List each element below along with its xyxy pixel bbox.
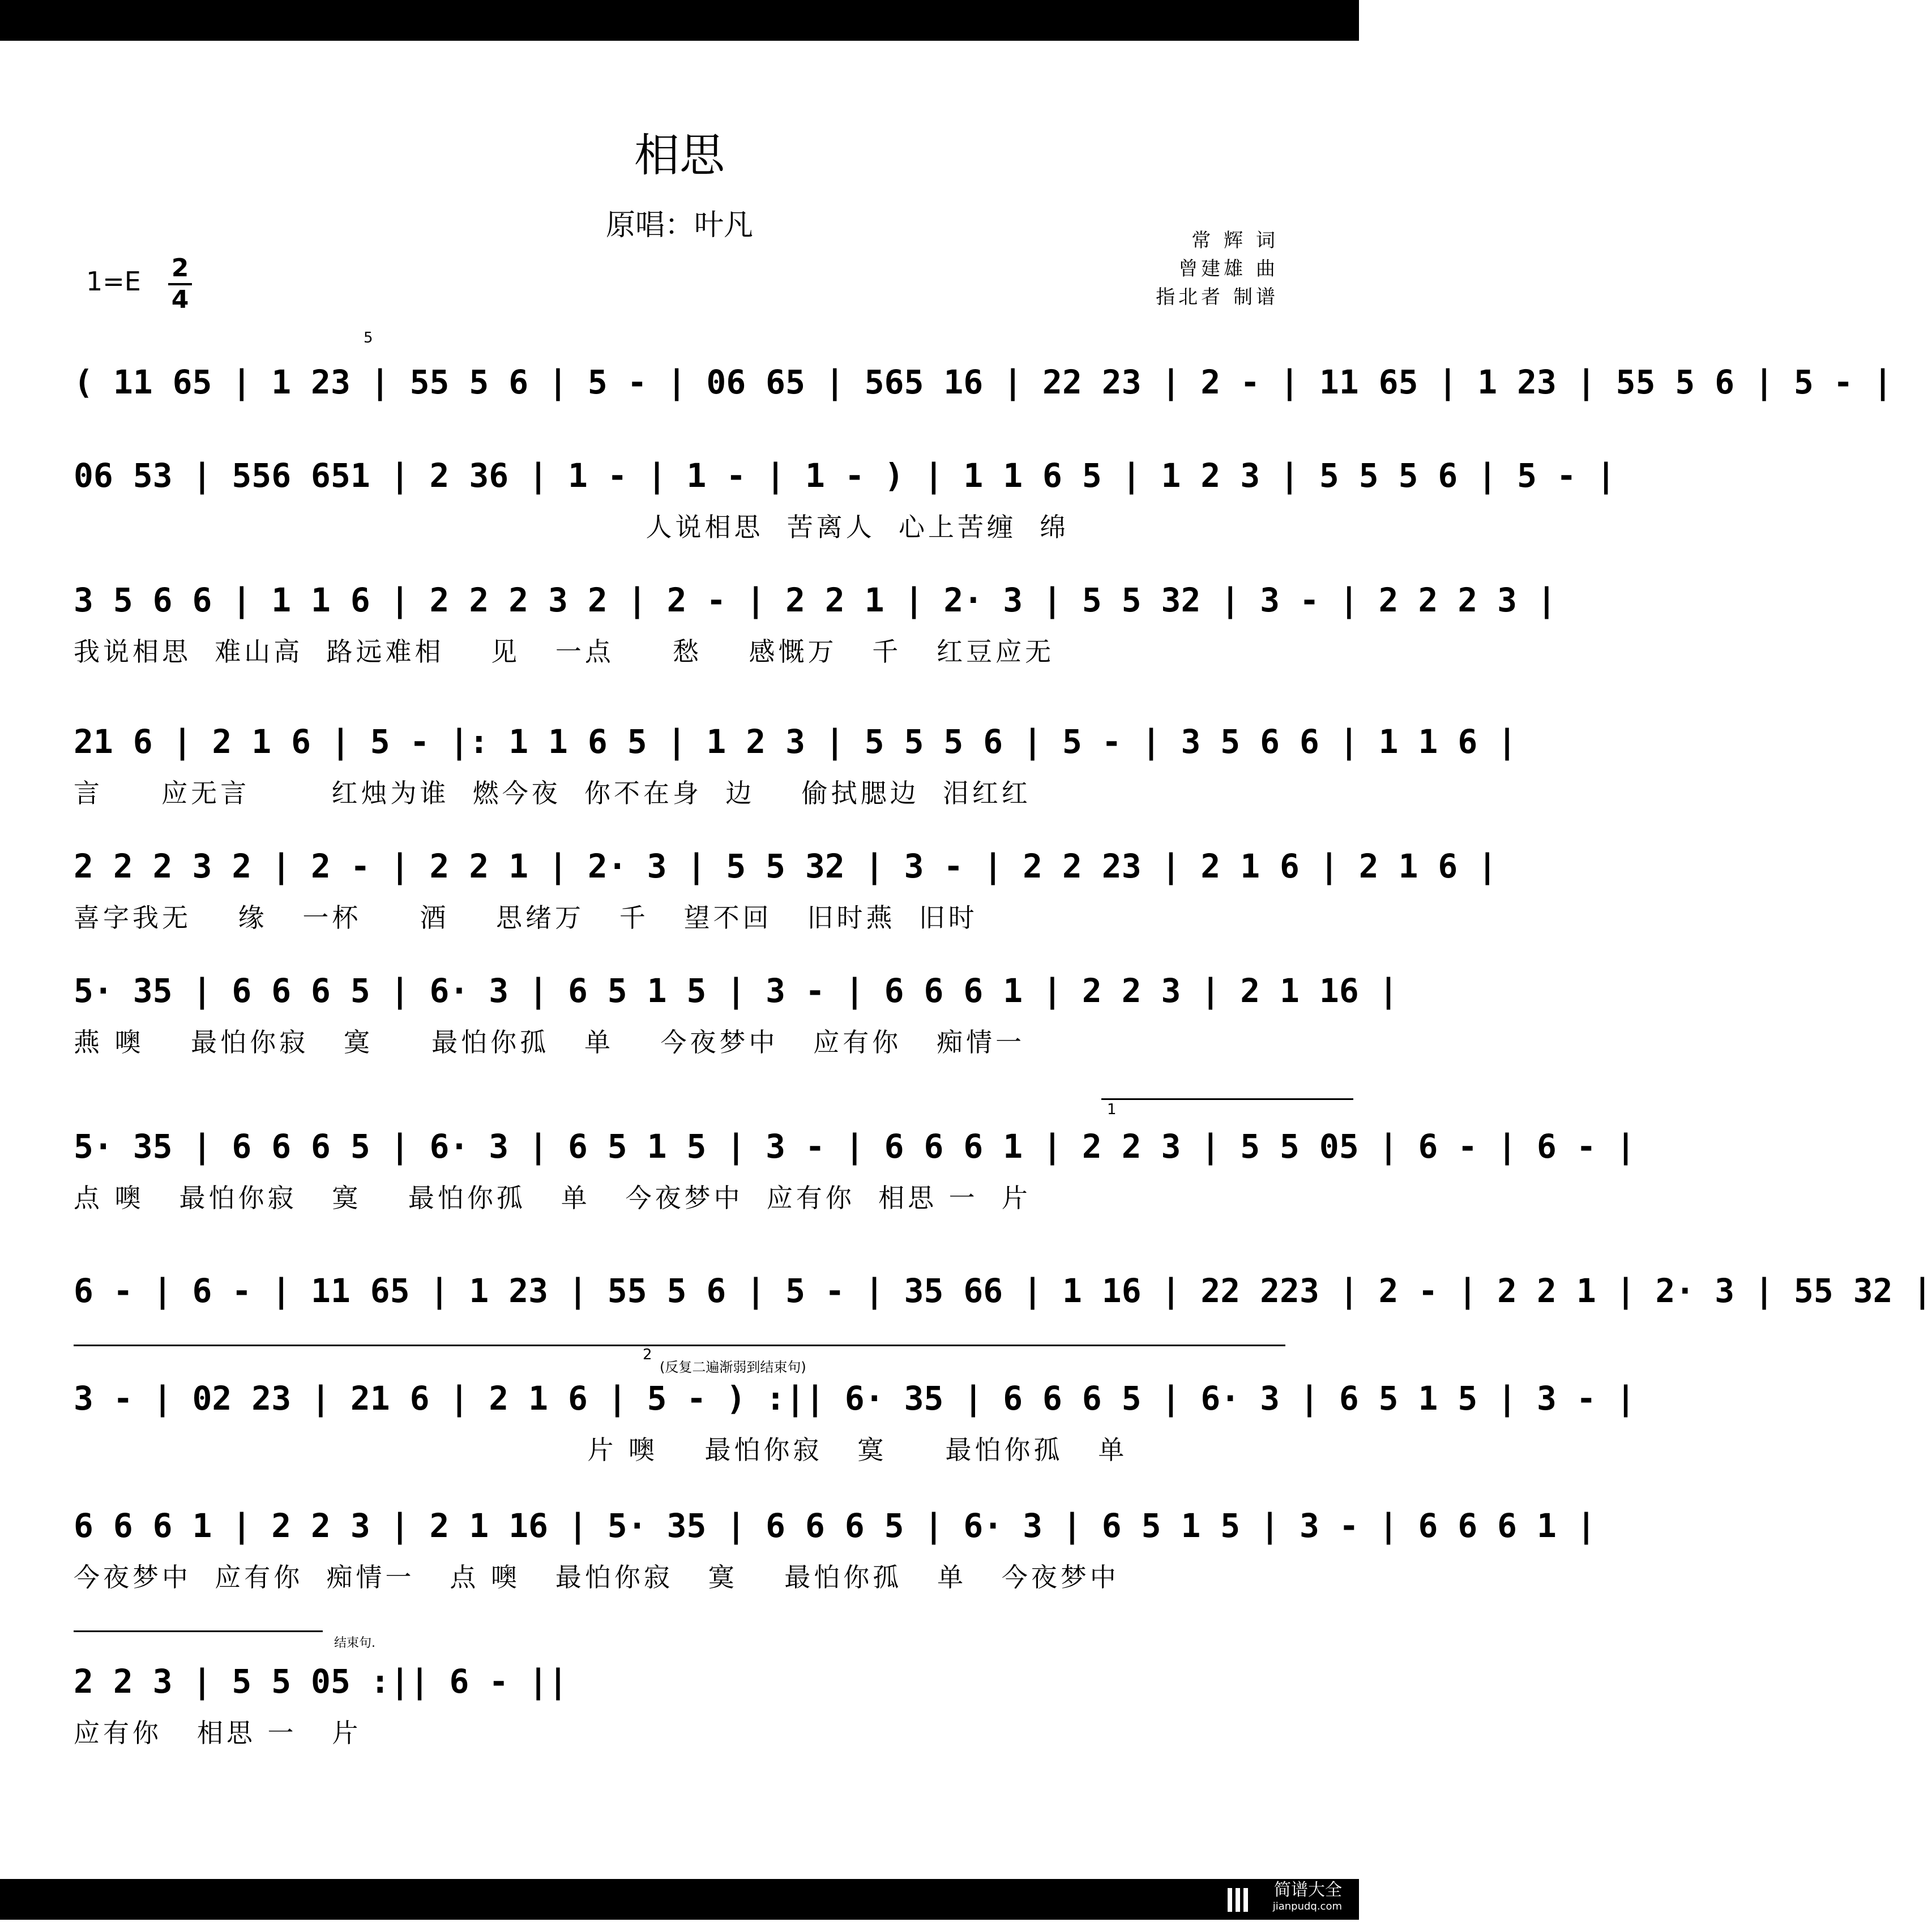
original-singer: 原唱：叶凡	[605, 208, 753, 242]
volta-2-label: 2	[643, 1346, 652, 1363]
volta-2-continuation	[74, 1630, 323, 1632]
notation-line: 06 53 | 556 651 | 2 36 | 1 - | 1 - | 1 - ) | 1 1 6 5 | 1 2 3 | 5 5 5 6 | 5 - |	[74, 456, 1616, 495]
volta-1-continuation	[74, 1345, 1285, 1346]
lyrics-line: 言 应无言 红烛为谁 燃今夜 你不在身 边 偷拭腮边 泪红红	[74, 778, 1031, 808]
arranger: 指北者 制谱	[1156, 286, 1279, 309]
lyrics-line: 点 噢 最怕你寂 寞 最怕你孤 单 今夜梦中 应有你 相思 一 片	[74, 1183, 1031, 1213]
credits	[1156, 226, 1279, 311]
key-label: 1=E	[86, 266, 141, 297]
notation-line: 2 2 2 3 2 | 2 - | 2 2 1 | 2· 3 | 5 5 32 | 3 - | 2 2 23 | 2 1 6 | 2 1 6 |	[74, 847, 1498, 885]
bottom-black-bar	[0, 1879, 1359, 1920]
lyrics-line: 人说相思 苦离人 心上苦缠 绵	[74, 512, 1070, 542]
key-signature	[86, 254, 189, 314]
notation-line: 2 2 3 | 5 5 05 :|| 6 - ||	[74, 1662, 568, 1701]
watermark-brand: 简谱大全	[1274, 1880, 1342, 1900]
notation-line: 6 6 6 1 | 2 2 3 | 2 1 16 | 5· 35 | 6 6 6 5 | 6· 3 | 6 5 1 5 | 3 - | 6 6 6 1 |	[74, 1506, 1596, 1545]
notation-line: 3 - | 02 23 | 21 6 | 2 1 6 | 5 - ) :|| 6· 35 | 6 6 6 5 | 6· 3 | 6 5 1 5 | 3 - |	[74, 1379, 1636, 1418]
piano-keys-icon	[1223, 1887, 1251, 1911]
time-bottom: 4	[171, 285, 189, 314]
lyricist: 常 辉 词	[1191, 229, 1279, 252]
ending-instruction: 结束句.	[334, 1636, 375, 1650]
notation-line: 6 - | 6 - | 11 65 | 1 23 | 55 5 6 | 5 - | 35 66 | 1 16 | 22 223 | 2 - | 2 2 1 | 2· 3 | 55 32 |	[74, 1272, 1932, 1310]
lyrics-line: 今夜梦中 应有你 痴情一 点 噢 最怕你寂 寞 最怕你孤 单 今夜梦中	[74, 1562, 1119, 1593]
composer: 曾建雄 曲	[1178, 258, 1279, 280]
notation-line: 5· 35 | 6 6 6 5 | 6· 3 | 6 5 1 5 | 3 - | 6 6 6 1 | 2 2 3 | 2 1 16 |	[74, 971, 1399, 1010]
time-signature	[168, 256, 192, 313]
notation-line: 5· 35 | 6 6 6 5 | 6· 3 | 6 5 1 5 | 3 - | 6 6 6 1 | 2 2 3 | 5 5 05 | 6 - | 6 - |	[74, 1127, 1636, 1166]
grace-note: 5	[364, 329, 373, 346]
lyrics-line: 我说相思 难山高 路远难相 见 一点 愁 感慨万 千 红豆应无	[74, 636, 1055, 667]
notation-line: ( 11 65 | 1 23 | 55 5 6 | 5 - | 06 65 | 565 16 | 22 23 | 2 - | 11 65 | 1 23 | 55 5 6 | 5 - |	[74, 363, 1893, 401]
top-black-bar	[0, 0, 1359, 41]
volta-1-label: 1	[1107, 1101, 1117, 1118]
volta-1-bracket	[1101, 1098, 1353, 1100]
watermark-logo	[1217, 1881, 1348, 1916]
lyrics-line: 喜字我无 缘 一杯 酒 思绪万 千 望不回 旧时燕 旧时	[74, 902, 978, 933]
notation-line: 21 6 | 2 1 6 | 5 - |: 1 1 6 5 | 1 2 3 | 5 5 5 6 | 5 - | 3 5 6 6 | 1 1 6 |	[74, 722, 1518, 761]
lyrics-line: 燕 噢 最怕你寂 寞 最怕你孤 单 今夜梦中 应有你 痴情一	[74, 1027, 1025, 1058]
lyrics-line: 片 噢 最怕你寂 寞 最怕你孤 单	[74, 1435, 1128, 1465]
time-top: 2	[171, 254, 189, 282]
song-title: 相思	[634, 129, 725, 182]
watermark-url: jianpudq.com	[1272, 1900, 1342, 1912]
repeat-instruction: (反复二遍渐弱到结束句)	[660, 1359, 806, 1375]
notation-line: 3 5 6 6 | 1 1 6 | 2 2 2 3 2 | 2 - | 2 2 1 | 2· 3 | 5 5 32 | 3 - | 2 2 2 3 |	[74, 581, 1557, 619]
lyrics-line: 应有你 相思 一 片	[74, 1718, 362, 1748]
